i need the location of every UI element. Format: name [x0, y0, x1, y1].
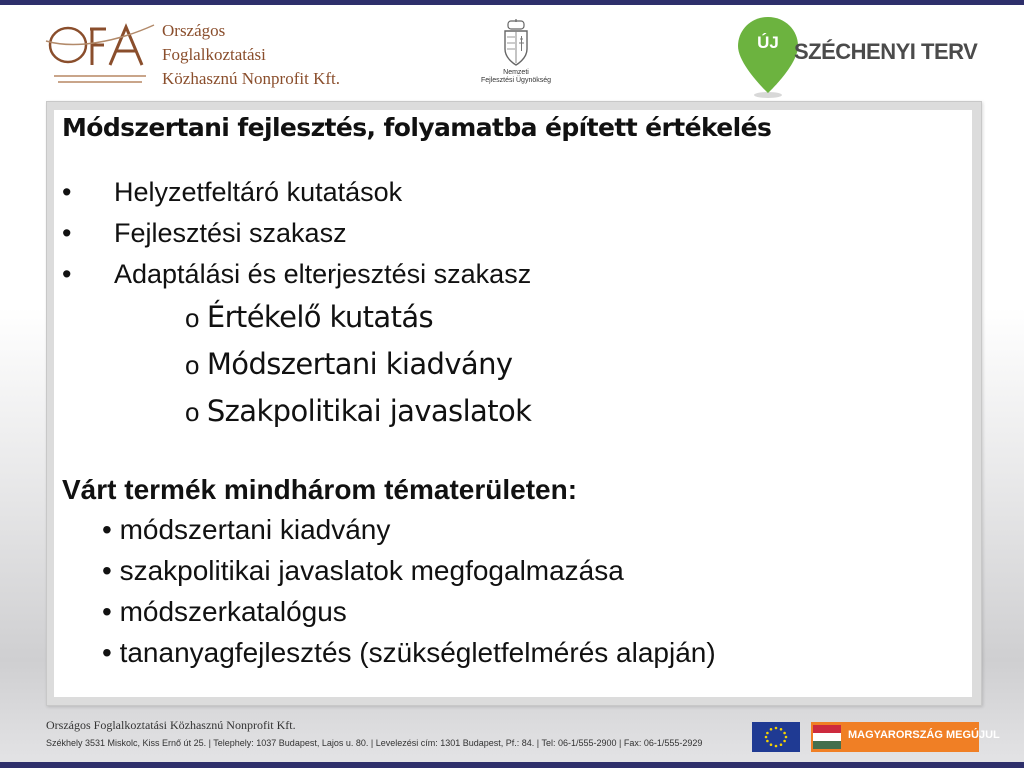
sub-bullet-item: [185, 347, 512, 381]
footer-address: Székhely 3531 Miskolc, Kiss Ernő út 25. | Telephely: 1037 Budapest, Lajos u. 80. | Levelezési cím: 1301 Budapest, Pf.: 84. | Tel: 06-1/555-2900 | Fax: 06-1/555-2929: [46, 738, 703, 748]
product-item: • tananyagfejlesztés (szükségletfelmérés alapján): [102, 637, 716, 668]
szechenyi-terv-text: SZÉCHENYI TERV: [794, 39, 978, 64]
bullet-symbol: •: [62, 218, 72, 248]
eu-flag-icon: [752, 722, 800, 752]
ofa-name-line: Foglalkoztatási: [162, 45, 266, 64]
sub-bullet-symbol: o: [185, 350, 199, 380]
ofa-logo-icon: [44, 19, 156, 89]
sub-bullet-text: Értékelő kutatás: [206, 300, 434, 334]
map-pin-icon: [736, 15, 800, 101]
hungarian-coat-of-arms-icon: [501, 19, 531, 69]
hungarian-flag-icon: [813, 725, 841, 749]
header: [0, 5, 1024, 100]
sub-bullet-symbol: o: [185, 397, 199, 427]
szechenyi-terv-logo: [736, 15, 986, 101]
sub-bullet-item: [185, 300, 433, 334]
bullet-text: Helyzetfeltáró kutatások: [114, 177, 403, 207]
nfu-text-line: Nemzeti: [503, 69, 529, 76]
products-heading: Várt termék mindhárom tématerületen:: [62, 474, 578, 505]
ofa-org-name: [162, 19, 340, 91]
bullet-symbol: •: [62, 259, 72, 289]
bullet-text: Fejlesztési szakasz: [114, 218, 347, 248]
sub-bullet-item: [185, 394, 531, 428]
slide-title: Módszertani fejlesztés, folyamatba épített értékelés: [62, 113, 772, 142]
szechenyi-badge-text: ÚJ: [757, 33, 779, 52]
nfu-logo: [476, 19, 556, 97]
bottom-frame-bar: [0, 762, 1024, 768]
sub-bullet-text: Szakpolitikai javaslatok: [206, 394, 532, 428]
ofa-name-line: Közhasznú Nonprofit Kft.: [162, 69, 340, 88]
sub-bullet-text: Módszertani kiadvány: [206, 347, 513, 381]
magyarorszag-megujul-text: MAGYARORSZÁG MEGÚJUL: [848, 729, 1000, 741]
bullet-symbol: •: [62, 177, 72, 207]
product-item: • módszertani kiadvány: [102, 514, 391, 545]
sub-bullet-symbol: o: [185, 303, 199, 333]
bullet-text: Adaptálási és elterjesztési szakasz: [114, 259, 532, 289]
footer-org-name: Országos Foglalkoztatási Közhasznú Nonprofit Kft.: [46, 718, 296, 732]
nfu-text-line: Fejlesztési Ügynökség: [480, 77, 552, 84]
ofa-name-line: Országos: [162, 21, 226, 40]
product-item: • módszerkatalógus: [102, 596, 347, 627]
product-item: • szakpolitikai javaslatok megfogalmazása: [102, 555, 624, 586]
